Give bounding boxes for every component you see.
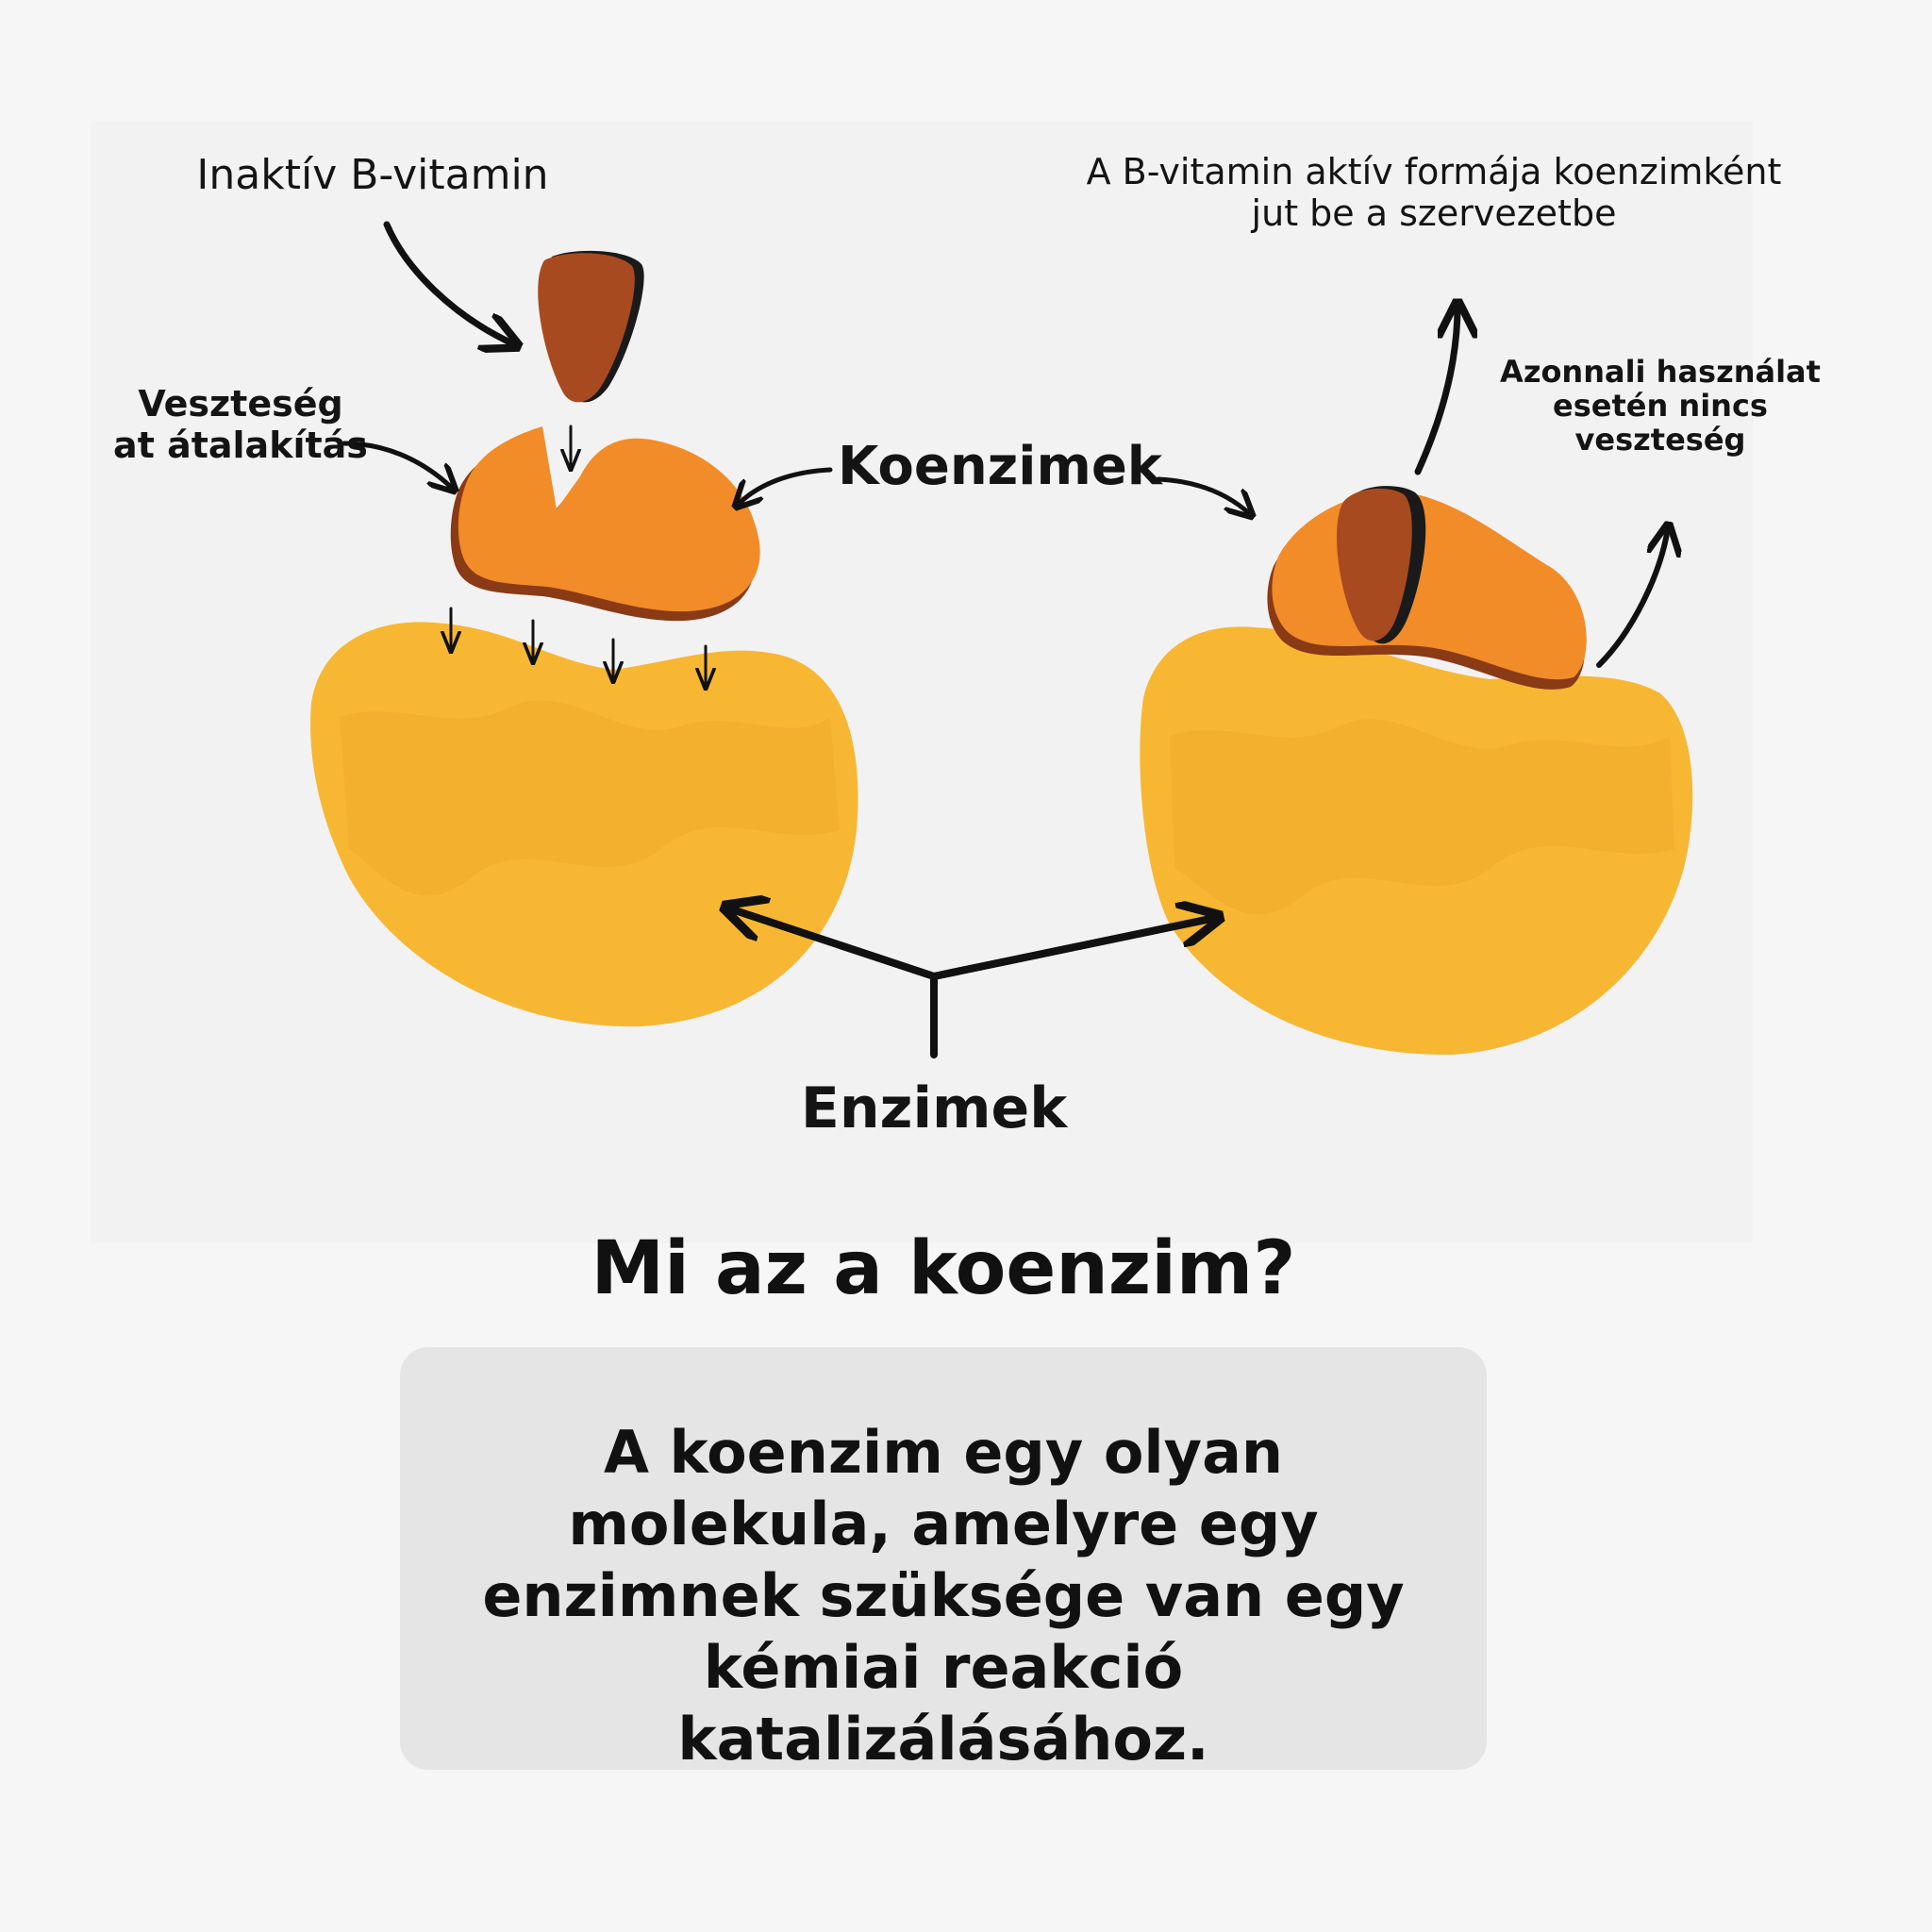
arrow-active-form <box>1418 307 1457 472</box>
enzyme-right <box>1140 626 1692 1055</box>
label-conversion-loss: Veszteség at átalakítás <box>113 383 368 466</box>
enzyme-left <box>310 622 858 1026</box>
label-inactive-b-vitamin: Inaktív B-vitamin <box>196 151 549 199</box>
coenzyme-left <box>451 426 760 621</box>
arrow-coenzyme-right <box>1158 479 1250 514</box>
label-enzymes: Enzimek <box>800 1075 1068 1141</box>
definition-text: A koenzim egy olyan molekula, amelyre egy enzimnek szüksége van egy kémiai reakció katalizálásához. <box>482 1418 1405 1774</box>
label-no-loss: Azonnali használat esetén nincs veszteség <box>1500 354 1821 458</box>
arrow-inactive-vitamin <box>387 225 514 344</box>
page-title: Mi az a koenzim? <box>591 1226 1296 1311</box>
arrow-no-loss <box>1599 528 1668 665</box>
definition-box <box>400 1347 1487 1774</box>
label-active-form: A B-vitamin aktív formája koenzimként jut be a szervezetbe <box>1086 151 1782 234</box>
arrow-coenzyme-left <box>738 470 830 505</box>
arrow-enzyme-right <box>934 918 1215 976</box>
inactive-vitamin-shape <box>538 251 643 403</box>
label-coenzymes: Koenzimek <box>837 436 1163 497</box>
